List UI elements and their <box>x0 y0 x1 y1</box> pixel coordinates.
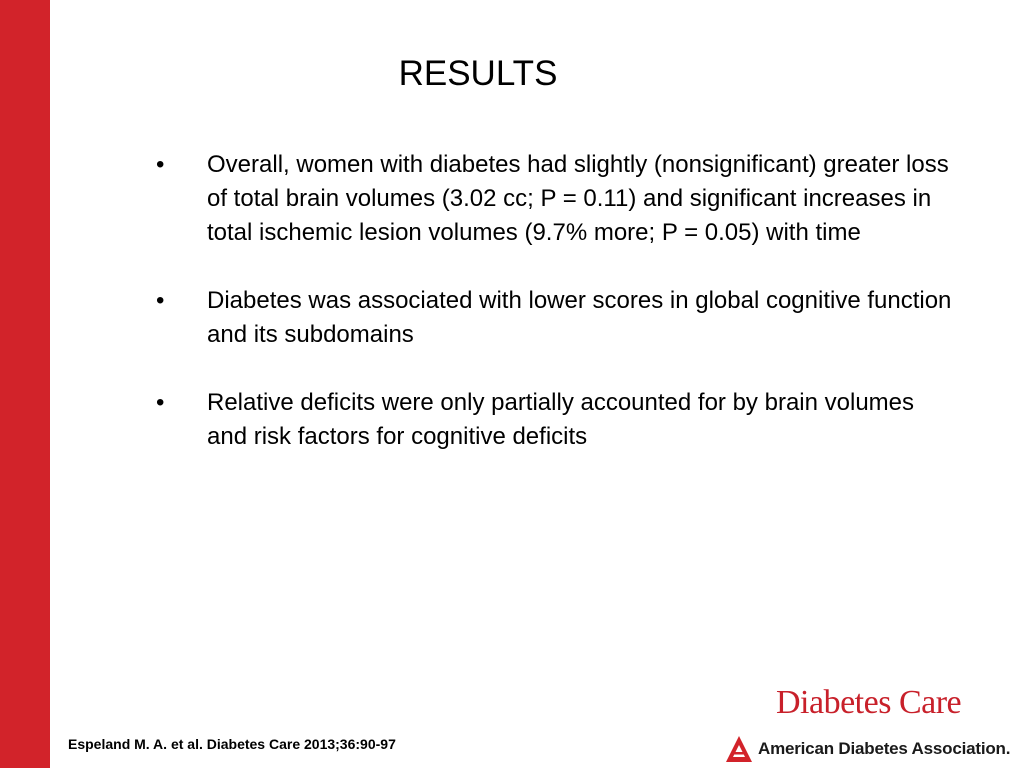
bullet-text: Relative deficits were only partially accounted for by brain volumes and risk factors for cognitive deficits <box>207 389 915 450</box>
slide-title-text: RESULTS <box>398 54 558 93</box>
bullet-marker: • <box>156 287 165 314</box>
list-item <box>150 148 960 250</box>
bullet-text: Overall, women with diabetes had slightly (nonsignificant) greater loss of total brain volumes (3.02 cc; P = 0.11) and significant increases in total ischemic lesion volumes (9.7% more; P = 0.05) with time <box>207 151 949 246</box>
journal-logo: Diabetes Care <box>776 684 962 721</box>
slide-title <box>0 52 956 96</box>
citation: Espeland M. A. et al. Diabetes Care 2013;36:90-97 <box>68 736 396 752</box>
association-name: American Diabetes Association. <box>758 739 1011 758</box>
list-item <box>150 284 960 352</box>
ada-triangle-icon <box>724 734 754 764</box>
association-logo <box>724 734 1010 764</box>
list-item <box>150 386 960 454</box>
bullet-list <box>150 148 960 488</box>
bullet-marker: • <box>156 151 165 178</box>
side-accent-bar <box>0 0 50 768</box>
bullet-text: Diabetes was associated with lower scores in global cognitive function and its subdomains <box>207 287 952 348</box>
bullet-marker: • <box>156 389 165 416</box>
